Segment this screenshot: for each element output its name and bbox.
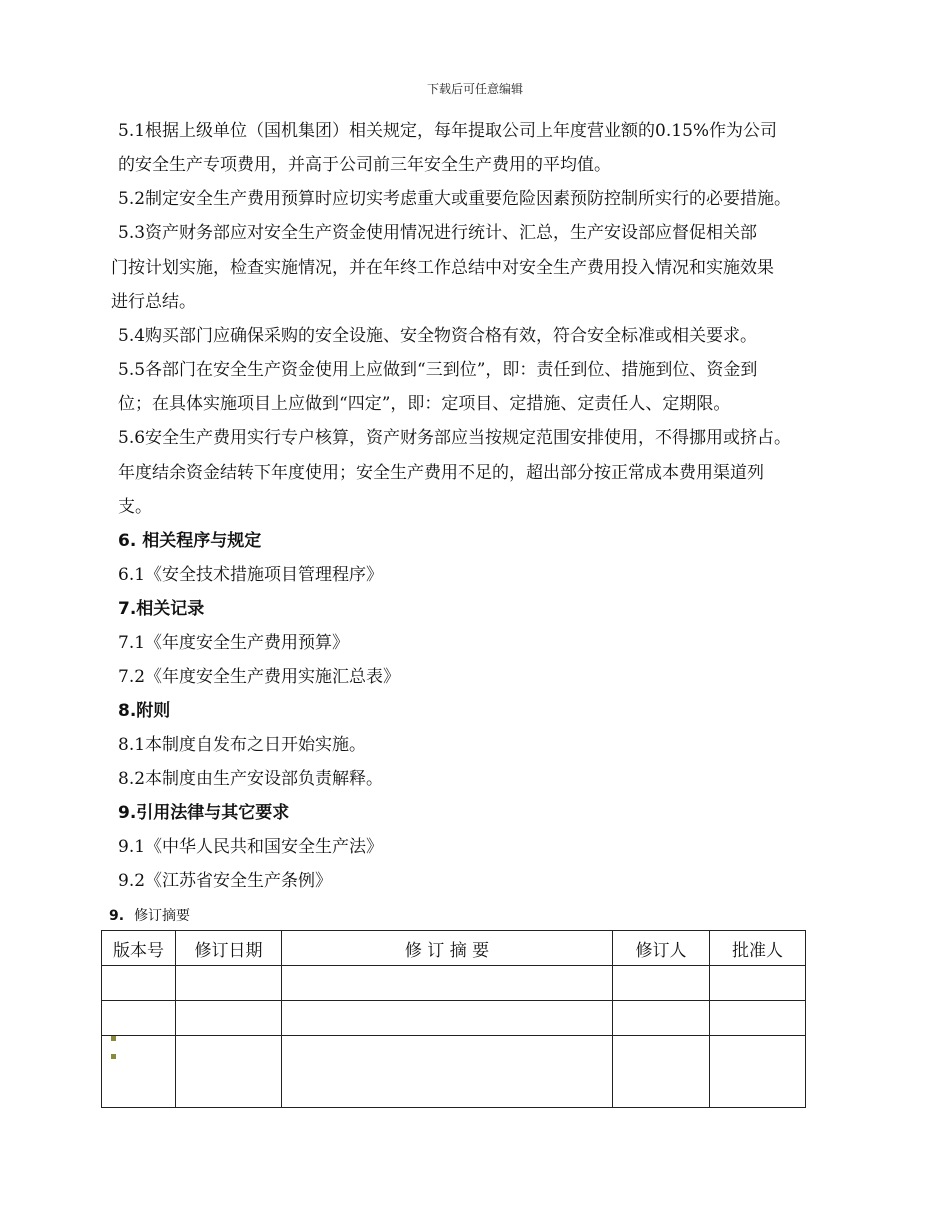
section-9-1: 9.1《中华人民共和国安全生产法》 (118, 837, 384, 857)
section-9-heading: 9.引用法律与其它要求 (118, 803, 290, 823)
paragraph-line: 的安全生产专项费用，并高于公司前三年安全生产费用的平均值。 (118, 155, 611, 175)
paragraph-line: 5.5各部门在安全生产资金使用上应做到“三到位”，即：责任到位、措施到位、资金到 (118, 360, 758, 380)
paragraph-line: 支。 (118, 497, 152, 517)
section-9-2: 9.2《江苏省安全生产条例》 (118, 871, 333, 891)
table-cell (282, 1001, 613, 1036)
paragraph-line: 5.2制定安全生产费用预算时应切实考虑重大或重要危险因素预防控制所实行的必要措施。 (118, 189, 792, 209)
section-7-heading: 7.相关记录 (118, 599, 205, 619)
paragraph-line: 进行总结。 (111, 292, 196, 312)
table-header-row (102, 931, 806, 966)
revision-summary-number: 9. (109, 908, 125, 924)
table-cell (613, 966, 710, 1001)
revision-summary-title: 修订摘要 (134, 908, 191, 924)
table-row (102, 1036, 806, 1108)
table-cell (102, 1001, 176, 1036)
paragraph-line: 5.6安全生产费用实行专户核算，资产财务部应当按规定范围安排使用，不得挪用或挤占。 (118, 428, 792, 448)
table-cell (613, 1036, 710, 1108)
table-cell (102, 966, 176, 1001)
table-cell (102, 1036, 176, 1108)
section-8-1: 8.1本制度自发布之日开始实施。 (118, 735, 367, 755)
paragraph-line: 5.1根据上级单位（国机集团）相关规定，每年提取公司上年度营业额的0.15%作为公司 (118, 121, 778, 141)
table-cell (710, 1001, 806, 1036)
header-reviser: 修订人 (613, 931, 710, 966)
section-6-heading: 6. 相关程序与规定 (118, 531, 262, 551)
table-cell (613, 1001, 710, 1036)
section-6-1: 6.1《安全技术措施项目管理程序》 (118, 565, 384, 585)
paragraph-line: 位；在具体实施项目上应做到“四定”，即：定项目、定措施、定责任人、定期限。 (118, 394, 731, 414)
table-cell (282, 966, 613, 1001)
revision-summary-heading (109, 904, 190, 928)
paragraph-line: 门按计划实施，检查实施情况，并在年终工作总结中对安全生产费用投入情况和实施效果 (111, 258, 774, 278)
table-row (102, 1001, 806, 1036)
revision-table (101, 930, 806, 1108)
square-marker-icon (111, 1054, 116, 1059)
page-header-note: 下载后可任意编辑 (426, 82, 523, 96)
paragraph-line: 年度结余资金结转下年度使用；安全生产费用不足的，超出部分按正常成本费用渠道列 (118, 463, 764, 483)
paragraph-line: 5.4购买部门应确保采购的安全设施、安全物资合格有效，符合安全标准或相关要求。 (118, 326, 758, 346)
section-8-heading: 8.附则 (118, 701, 171, 721)
table-cell (176, 1036, 282, 1108)
paragraph-line: 5.3资产财务部应对安全生产资金使用情况进行统计、汇总，生产安设部应督促相关部 (118, 223, 758, 243)
square-marker-icon (111, 1036, 116, 1041)
section-7-1: 7.1《年度安全生产费用预算》 (118, 633, 350, 653)
table-row (102, 966, 806, 1001)
table-cell (176, 966, 282, 1001)
header-revision-summary: 修 订 摘 要 (282, 931, 613, 966)
header-version: 版本号 (102, 931, 176, 966)
header-revision-date: 修订日期 (176, 931, 282, 966)
header-approver: 批准人 (710, 931, 806, 966)
table-cell (176, 1001, 282, 1036)
table-cell (710, 1036, 806, 1108)
table-cell (710, 966, 806, 1001)
table-cell (282, 1036, 613, 1108)
section-7-2: 7.2《年度安全生产费用实施汇总表》 (118, 667, 401, 687)
section-8-2: 8.2本制度由生产安设部负责解释。 (118, 769, 384, 789)
